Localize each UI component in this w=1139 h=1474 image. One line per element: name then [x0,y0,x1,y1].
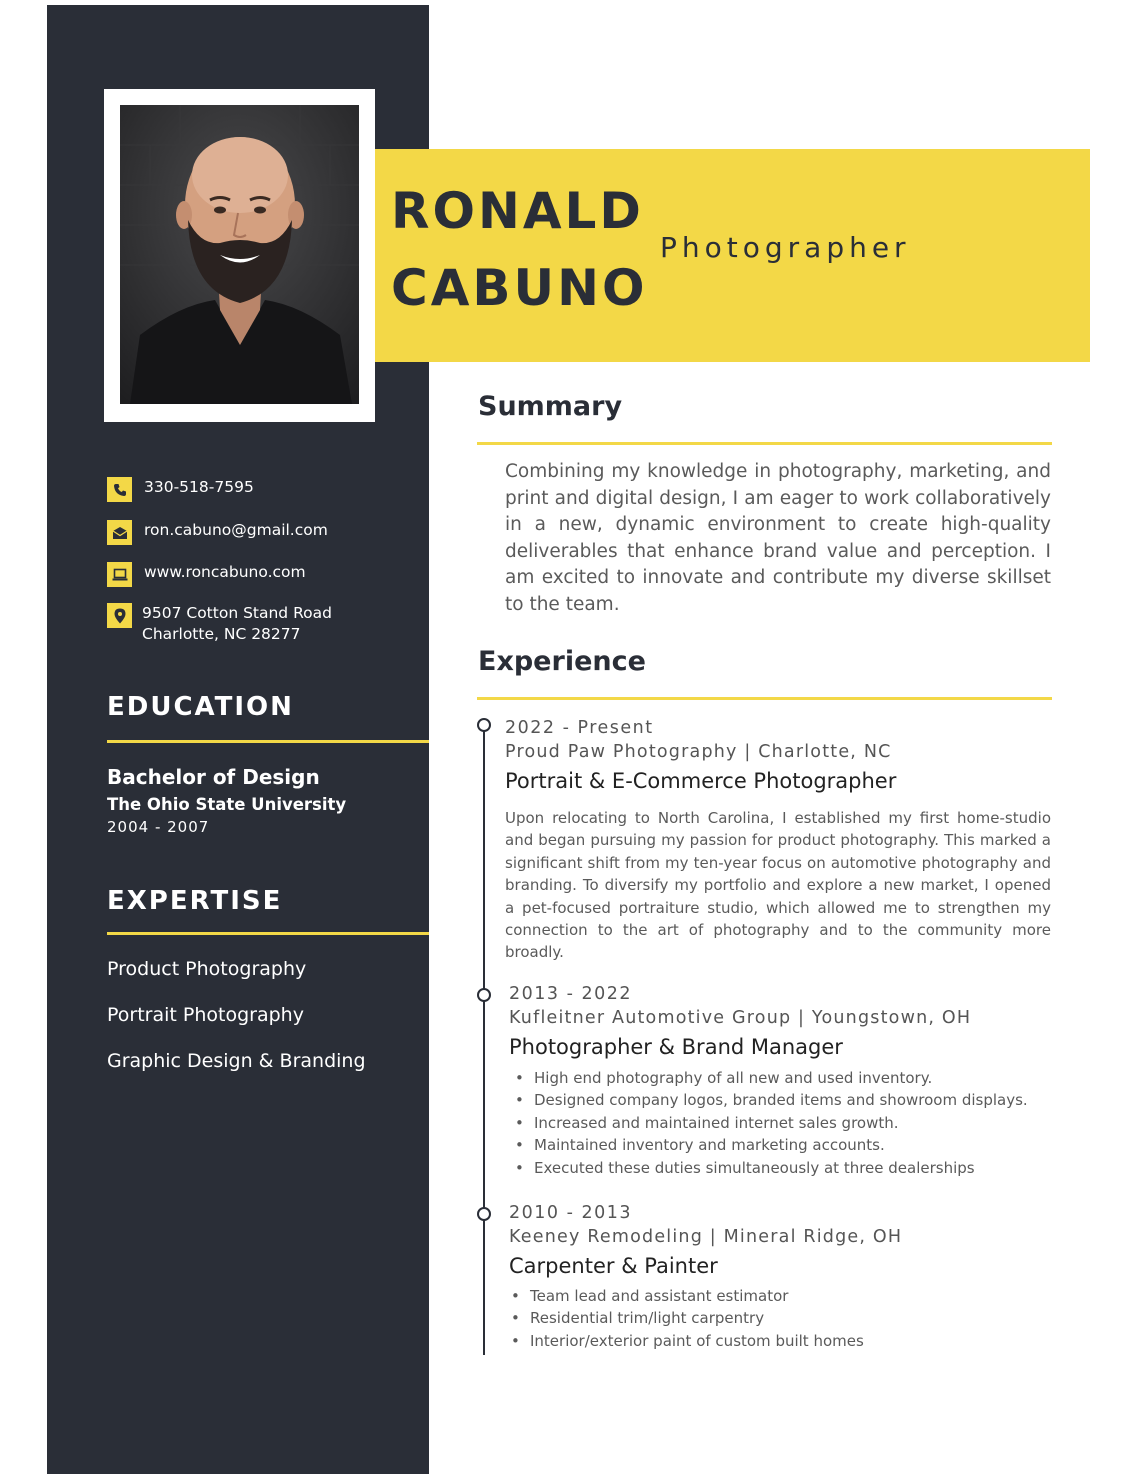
job-company: Proud Paw Photography | Charlotte, NC [505,742,892,762]
job-years: 2013 - 2022 [509,984,633,1004]
contact-phone [107,477,254,502]
job-bullet: • Maintained inventory and marketing accounts. [509,1134,1028,1156]
location-pin-icon [107,603,132,628]
job-bullet: • Executed these duties simultaneously at three dealerships [509,1157,1028,1179]
contact-address [107,603,332,645]
email-icon [107,520,132,545]
address [142,603,332,645]
first-name: RONALD [391,182,644,240]
contact-email [107,520,328,545]
education-degree: Bachelor of Design [107,765,320,789]
timeline-dot [477,988,491,1002]
summary-text: Combining my knowledge in photography, marketing, and print and digital design, I am eager to work collaboratively in a new, dynamic environment to create high-quality deliverables that enhance brand value and perception. I am excited to innovate and contribute my diverse skillset to the team. [505,461,1051,615]
experience-heading: Experience [478,646,646,677]
summary-heading: Summary [478,391,623,422]
job-bullet: • Interior/exterior paint of custom built homes [505,1330,864,1352]
job-role: Carpenter & Painter [509,1254,718,1278]
phone-icon [107,477,132,502]
expertise-heading: EXPERTISE [107,886,283,916]
laptop-icon [107,562,132,587]
job-bullets [505,1285,864,1352]
address-line-2: Charlotte, NC 28277 [142,625,301,643]
timeline-dot [477,1207,491,1221]
job-years: 2010 - 2013 [509,1203,633,1223]
job-title: Photographer [660,231,911,264]
name-banner [375,149,1090,362]
phone-number[interactable]: 330-518-7595 [144,478,254,496]
job-role: Portrait & E-Commerce Photographer [505,769,897,793]
job-bullet: • High end photography of all new and used inventory. [509,1067,1028,1089]
summary-divider [477,442,1052,445]
timeline-dot [477,718,491,732]
expertise-item: Graphic Design & Branding [107,1050,366,1072]
job-description: Upon relocating to North Carolina, I established my first home-studio and began pursuing my passion for product photography. This marked a significant shift from my ten-year focus on automotive photography and branding. To diversify my portfolio and explore a new market, I opened a pet-focused portraiture studio, which allowed me to strengthen my connection to the art of photography and to the community more broadly. [505,809,1051,962]
expertise-item: Product Photography [107,958,307,980]
email-address[interactable]: ron.cabuno@gmail.com [144,521,328,539]
job-role: Photographer & Brand Manager [509,1035,843,1059]
education-divider [107,740,429,743]
timeline-line [483,725,485,1355]
profile-photo-frame [104,89,375,422]
education-school: The Ohio State University [107,795,347,814]
experience-divider [477,697,1052,700]
education-years: 2004 - 2007 [107,818,210,836]
profile-photo [120,105,359,404]
job-bullet: • Increased and maintained internet sales growth. [509,1112,1028,1134]
expertise-divider [107,932,429,935]
last-name: CABUNO [391,259,648,317]
job-bullets [509,1067,1028,1179]
job-company: Kufleitner Automotive Group | Youngstown, OH [509,1008,972,1028]
job-company: Keeney Remodeling | Mineral Ridge, OH [509,1227,903,1247]
website-link[interactable]: www.roncabuno.com [144,563,306,581]
education-heading: EDUCATION [107,692,294,722]
contact-website [107,562,306,587]
job-bullet: • Designed company logos, branded items and showroom displays. [509,1089,1028,1111]
job-bullet: • Residential trim/light carpentry [505,1307,864,1329]
job-years: 2022 - Present [505,718,654,738]
expertise-item: Portrait Photography [107,1004,304,1026]
job-bullet: • Team lead and assistant estimator [505,1285,864,1307]
address-line-1: 9507 Cotton Stand Road [142,604,332,622]
